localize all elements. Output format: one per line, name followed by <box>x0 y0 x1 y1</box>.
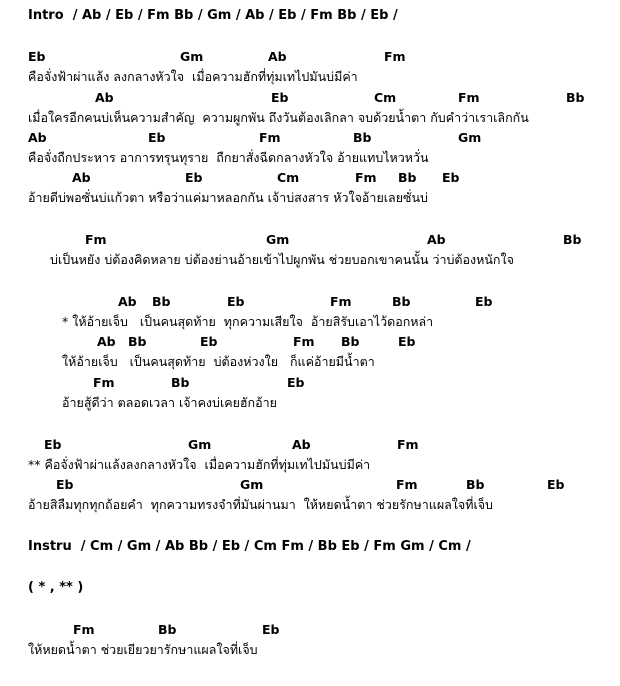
chord: Ab <box>97 334 116 349</box>
chord: Fm <box>458 90 480 105</box>
chord: Gm <box>240 477 264 492</box>
lyric-line: บ่เป็นหยัง บ่ต้องคิดหลาย บ่ต้องย่านอ้ายเข้าไปผูกพัน ช่วยบอกเขาคนนั้น ว่าบ่ต้องหนักใจ <box>50 252 514 267</box>
chord: Bb <box>392 294 411 309</box>
chord: Gm <box>180 49 204 64</box>
chord: Gm <box>266 232 290 247</box>
chord: Eb <box>475 294 493 309</box>
chord: Eb <box>28 49 46 64</box>
chord: Gm <box>188 437 212 452</box>
chord: Eb <box>200 334 218 349</box>
chord: Eb <box>442 170 460 185</box>
chord: Ab <box>72 170 91 185</box>
chord: Eb <box>398 334 416 349</box>
chord: Eb <box>262 622 280 637</box>
chord: Bb <box>171 375 190 390</box>
lyric-line: อ้ายสิลืมทุกทุกถ้อยคำ ทุกความทรงจำที่มันผ่านมา ให้หยดน้ำตา ช่วยรักษาแผลใจที่เจ็บ <box>28 497 493 512</box>
chord: Ab <box>95 90 114 105</box>
chord: Fm <box>73 622 95 637</box>
lyric-line: คือจั่งถืกประหาร อาการทรุนทุราย ถืกยาสั่งฉีดกลางหัวใจ อ้ายแทบไหวหวั่น <box>28 150 429 165</box>
chord: Gm <box>458 130 482 145</box>
chord: Bb <box>466 477 485 492</box>
chord: Bb <box>566 90 585 105</box>
repeat-marker: ( * , ** ) <box>28 580 84 595</box>
chord: Fm <box>384 49 406 64</box>
lyric-line: ให้หยดน้ำตา ช่วยเยียวยารักษาแผลใจที่เจ็บ <box>28 642 258 657</box>
chord: Ab <box>268 49 287 64</box>
chord: Fm <box>397 437 419 452</box>
chord: Bb <box>563 232 582 247</box>
chord: Fm <box>93 375 115 390</box>
chord: Bb <box>158 622 177 637</box>
lyric-line: เมื่อใครอีกคนบ่เห็นความสำคัญ ความผูกพัน ถึงวันต้องเลิกลา จบด้วยน้ำตา กับคำว่าเราเลิกกัน <box>28 110 529 125</box>
lyric-line: อ้ายสู้ดีว่า ตลอดเวลา เจ้าคงบ่เคยฮักอ้าย <box>62 395 277 410</box>
chord: Ab <box>28 130 47 145</box>
intro-line: Intro / Ab / Eb / Fm Bb / Gm / Ab / Eb / Fm Bb / Eb / <box>28 8 398 23</box>
chord: Fm <box>293 334 315 349</box>
chord: Eb <box>44 437 62 452</box>
chord: Fm <box>259 130 281 145</box>
lyric-line: คือจั่งฟ้าผ่าแล้ง ลงกลางหัวใจ เมื่อความฮักที่ทุ่มเทไปมันบ่มีค่า <box>28 69 358 84</box>
chord: Fm <box>355 170 377 185</box>
chord: Eb <box>287 375 305 390</box>
chord: Bb <box>341 334 360 349</box>
chord: Bb <box>398 170 417 185</box>
chord: Bb <box>353 130 372 145</box>
chord: Eb <box>148 130 166 145</box>
chord: Eb <box>271 90 289 105</box>
chord: Eb <box>547 477 565 492</box>
lyric-line: ให้อ้ายเจ็บ เป็นคนสุดท้าย บ่ต้องห่วงใย ก็แค่อ้ายมีน้ำตา <box>62 354 375 369</box>
chord: Eb <box>56 477 74 492</box>
lyric-line: ** คือจั่งฟ้าผ่าแล้งลงกลางหัวใจ เมื่อความฮักที่ทุ่มเทไปมันบ่มีค่า <box>28 457 371 472</box>
lyric-line: อ้ายดีบ่พอซั่นบ่แก้วตา หรือว่าแค่มาหลอกกัน เจ้าบ่สงสาร หัวใจอ้ายเลยซั่นบ่ <box>28 190 428 205</box>
chord: Ab <box>292 437 311 452</box>
instru-line: Instru / Cm / Gm / Ab Bb / Eb / Cm Fm / Bb Eb / Fm Gm / Cm / <box>28 539 471 554</box>
chord: Ab <box>427 232 446 247</box>
chord: Cm <box>374 90 397 105</box>
chord: Eb <box>185 170 203 185</box>
chord: Bb <box>152 294 171 309</box>
chord: Fm <box>330 294 352 309</box>
chord: Eb <box>227 294 245 309</box>
chord: Fm <box>396 477 418 492</box>
chord: Ab <box>118 294 137 309</box>
chord: Fm <box>85 232 107 247</box>
chord: Cm <box>277 170 300 185</box>
lyric-line: * ให้อ้ายเจ็บ เป็นคนสุดท้าย ทุกความเสียใจ อ้ายสิรับเอาไว้ดอกหล่า <box>62 314 434 329</box>
chord: Bb <box>128 334 147 349</box>
